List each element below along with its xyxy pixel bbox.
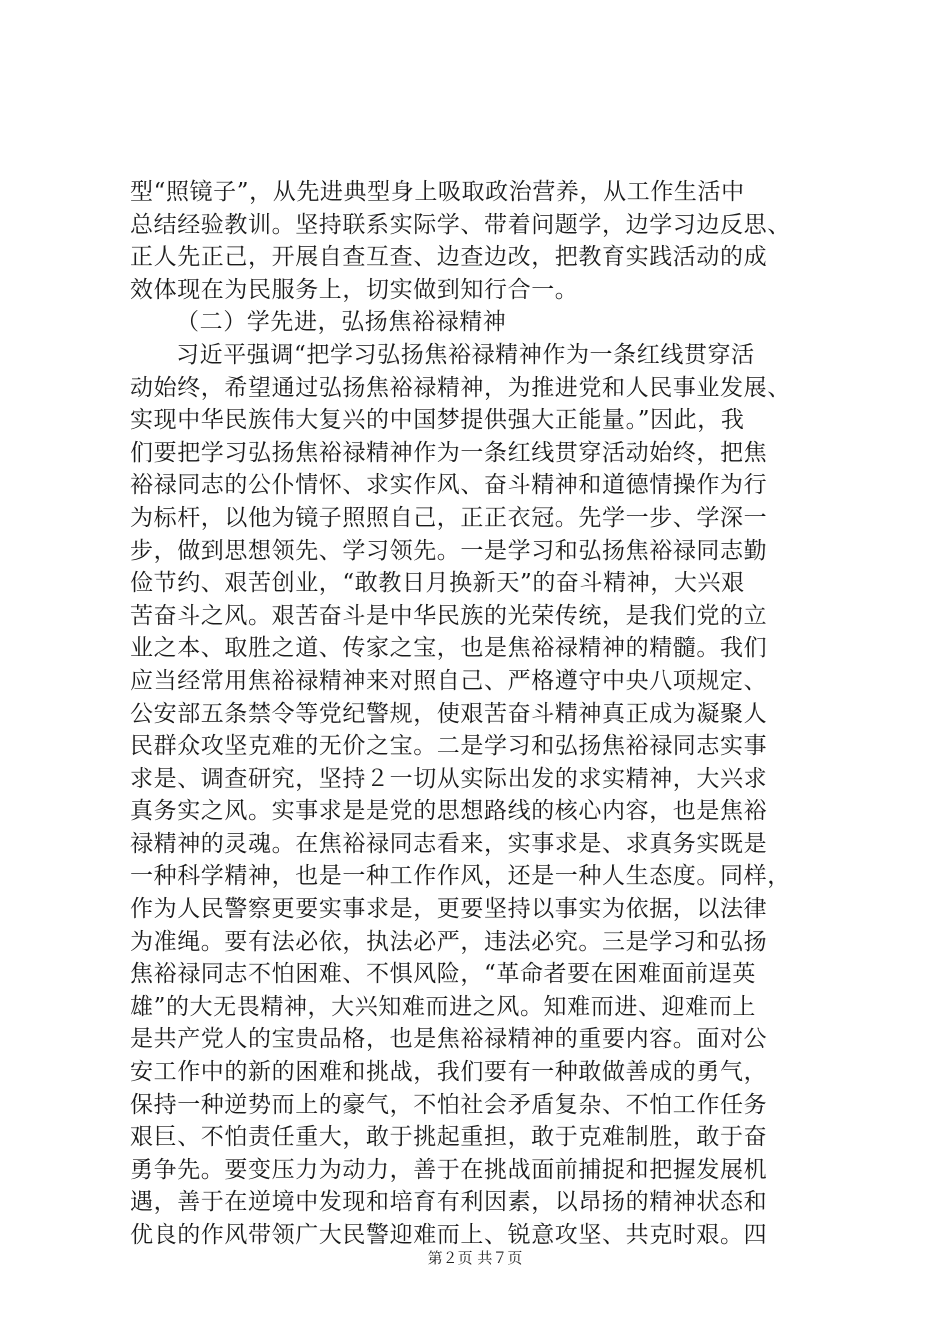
text-line: 雄”的大无畏精神，大兴知难而进之风。知难而进、迎难而上 <box>130 993 756 1020</box>
text-line: 动始终，希望通过弘扬焦裕禄精神，为推进党和人民事业发展、 <box>130 374 791 401</box>
text-line: 总结经验教训。坚持联系实际学、带着问题学，边学习边反思、 <box>130 211 791 238</box>
text-line: 禄精神的灵魂。在焦裕禄同志看来，实事求是、求真务实既是 <box>130 830 768 857</box>
text-line: 应当经常用焦裕禄精神来对照自己、严格遵守中央八项规定、 <box>130 667 768 694</box>
text-line: 安工作中的新的困难和挑战，我们要有一种敢做善成的勇气， <box>130 1059 768 1086</box>
text-line: 求是、调查研究，坚持２一切从实际出发的求实精神，大兴求 <box>130 765 768 792</box>
text-line: 裕禄同志的公仆情怀、求实作风、奋斗精神和道德情操作为行 <box>130 472 768 499</box>
document-body <box>130 176 830 1252</box>
text-line: 苦奋斗之风。艰苦奋斗是中华民族的光荣传统，是我们党的立 <box>130 602 768 629</box>
text-line: 遇，善于在逆境中发现和培育有利因素，以昂扬的精神状态和 <box>130 1189 768 1216</box>
text-line: 实现中华民族伟大复兴的中国梦提供强大正能量。”因此，我 <box>130 407 745 434</box>
text-line: 为标杆，以他为镜子照照自己，正正衣冠。先学一步、学深一 <box>130 504 768 531</box>
text-line: 勇争先。要变压力为动力，善于在挑战面前捕捉和把握发展机 <box>130 1156 768 1183</box>
text-line: 习近平强调“把学习弘扬焦裕禄精神作为一条红线贯穿活 <box>176 341 755 368</box>
text-line: 保持一种逆势而上的豪气，不怕社会矛盾复杂、不怕工作任务 <box>130 1091 768 1118</box>
text-line: 民群众攻坚克难的无价之宝。二是学习和弘扬焦裕禄同志实事 <box>130 733 768 760</box>
text-line: 效体现在为民服务上，切实做到知行合一。 <box>130 276 579 303</box>
text-line: 俭节约、艰苦创业，“敢教日月换新天”的奋斗精神，大兴艰 <box>130 570 745 597</box>
text-line: 业之本、取胜之道、传家之宝，也是焦裕禄精神的精髓。我们 <box>130 635 768 662</box>
text-line: 步，做到思想领先、学习领先。一是学习和弘扬焦裕禄同志勤 <box>130 537 768 564</box>
text-line: 真务实之风。实事求是是党的思想路线的核心内容，也是焦裕 <box>130 798 768 825</box>
section-heading: （二）学先进，弘扬焦裕禄精神 <box>176 309 507 336</box>
text-line: 作为人民警察更要实事求是，更要坚持以事实为依据，以法律 <box>130 896 768 923</box>
page-number-footer: 第２页 共７页 <box>427 1249 523 1267</box>
text-line: 公安部五条禁令等党纪警规，使艰苦奋斗精神真正成为凝聚人 <box>130 700 768 727</box>
text-line: 是共产党人的宝贵品格，也是焦裕禄精神的重要内容。面对公 <box>130 1026 768 1053</box>
text-line: 型“照镜子”，从先进典型身上吸取政治营养，从工作生活中 <box>130 179 745 205</box>
text-line: 焦裕禄同志不怕困难、不惧风险，“革命者要在困难面前逞英 <box>130 961 756 988</box>
text-line: 正人先正己，开展自查互查、边查边改，把教育实践活动的成 <box>130 244 768 271</box>
text-line: 优良的作风带领广大民警迎难而上、锐意攻坚、共克时艰。四 <box>130 1222 768 1248</box>
text-line: 一种科学精神，也是一种工作作风，还是一种人生态度。同样， <box>130 863 791 890</box>
text-line: 为准绳。要有法必依，执法必严，违法必究。三是学习和弘扬 <box>130 928 768 955</box>
text-line: 艰巨、不怕责任重大，敢于挑起重担，敢于克难制胜，敢于奋 <box>130 1124 768 1151</box>
text-line: 们要把学习弘扬焦裕禄精神作为一条红线贯穿活动始终，把焦 <box>130 439 768 466</box>
